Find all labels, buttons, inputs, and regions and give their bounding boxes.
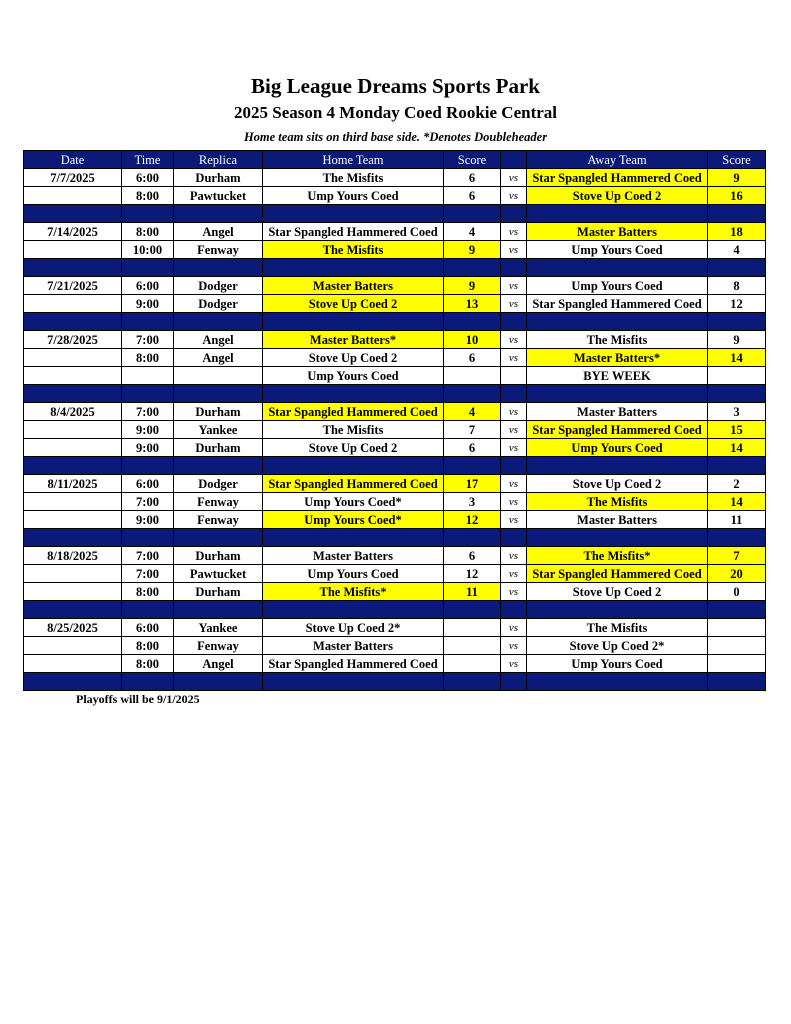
separator-cell: [444, 385, 501, 403]
cell-home-score: 7: [444, 421, 501, 439]
cell-away-team: Master Batters*: [527, 349, 708, 367]
cell-home-team: The Misfits: [263, 241, 444, 259]
cell-home-score: 6: [444, 439, 501, 457]
cell-replica: Durham: [174, 169, 263, 187]
cell-home-team: Ump Yours Coed: [263, 187, 444, 205]
separator-cell: [444, 313, 501, 331]
cell-vs: vs: [501, 493, 527, 511]
schedule-note: Home team sits on third base side. *Denotes Doubleheader: [243, 130, 548, 144]
cell-home-score: [444, 655, 501, 673]
cell-vs: vs: [501, 295, 527, 313]
cell-away-team: The Misfits*: [527, 547, 708, 565]
separator-cell: [501, 457, 527, 475]
cell-vs: vs: [501, 511, 527, 529]
cell-replica: Yankee: [174, 619, 263, 637]
cell-home-score: 13: [444, 295, 501, 313]
cell-date: [24, 421, 122, 439]
week-separator-row: [24, 601, 766, 619]
page-subtitle: 2025 Season 4 Monday Coed Rookie Central: [233, 103, 557, 122]
separator-cell: [263, 259, 444, 277]
separator-cell: [263, 205, 444, 223]
schedule-table: [23, 150, 766, 691]
cell-home-score: 3: [444, 493, 501, 511]
cell-away-team: Stove Up Coed 2: [527, 187, 708, 205]
table-row: [24, 655, 766, 673]
cell-away-score: 18: [708, 223, 766, 241]
cell-time: 9:00: [122, 439, 174, 457]
cell-date: 7/21/2025: [24, 277, 122, 295]
week-separator-row: [24, 457, 766, 475]
cell-away-score: 11: [708, 511, 766, 529]
cell-replica: Durham: [174, 583, 263, 601]
cell-time: 7:00: [122, 493, 174, 511]
cell-vs: vs: [501, 583, 527, 601]
separator-cell: [501, 205, 527, 223]
cell-date: 7/7/2025: [24, 169, 122, 187]
cell-date: 8/25/2025: [24, 619, 122, 637]
header-replica: Replica: [174, 151, 263, 169]
cell-date: [24, 187, 122, 205]
cell-time: 8:00: [122, 187, 174, 205]
cell-away-team: The Misfits: [527, 493, 708, 511]
cell-home-score: [444, 619, 501, 637]
cell-home-score: [444, 637, 501, 655]
separator-cell: [444, 673, 501, 691]
cell-date: [24, 367, 122, 385]
table-row: [24, 421, 766, 439]
separator-cell: [24, 385, 122, 403]
cell-time: 7:00: [122, 565, 174, 583]
separator-cell: [527, 529, 708, 547]
cell-vs: vs: [501, 169, 527, 187]
cell-home-score: 12: [444, 511, 501, 529]
separator-cell: [501, 673, 527, 691]
cell-date: [24, 655, 122, 673]
separator-cell: [263, 457, 444, 475]
cell-home-score: 6: [444, 349, 501, 367]
separator-cell: [263, 385, 444, 403]
cell-home-team: Stove Up Coed 2: [263, 295, 444, 313]
week-separator-row: [24, 259, 766, 277]
separator-cell: [708, 457, 766, 475]
separator-cell: [527, 457, 708, 475]
separator-cell: [444, 529, 501, 547]
cell-home-score: 11: [444, 583, 501, 601]
cell-away-score: 14: [708, 349, 766, 367]
cell-away-score: 14: [708, 493, 766, 511]
separator-cell: [527, 601, 708, 619]
cell-home-team: The Misfits*: [263, 583, 444, 601]
separator-cell: [24, 529, 122, 547]
table-row: [24, 439, 766, 457]
table-row: [24, 583, 766, 601]
separator-cell: [24, 457, 122, 475]
cell-vs: vs: [501, 277, 527, 295]
cell-time: 10:00: [122, 241, 174, 259]
separator-cell: [263, 601, 444, 619]
cell-replica: Dodger: [174, 475, 263, 493]
cell-away-score: 7: [708, 547, 766, 565]
cell-replica: Dodger: [174, 277, 263, 295]
cell-replica: Fenway: [174, 637, 263, 655]
week-separator-row: [24, 313, 766, 331]
cell-away-score: 9: [708, 331, 766, 349]
cell-away-team: Ump Yours Coed: [527, 439, 708, 457]
separator-cell: [174, 313, 263, 331]
cell-date: [24, 637, 122, 655]
cell-away-team: The Misfits: [527, 331, 708, 349]
cell-replica: Angel: [174, 655, 263, 673]
cell-time: 9:00: [122, 511, 174, 529]
cell-away-score: 16: [708, 187, 766, 205]
cell-home-team: Stove Up Coed 2: [263, 349, 444, 367]
cell-time: 8:00: [122, 637, 174, 655]
cell-away-team: Master Batters: [527, 403, 708, 421]
separator-cell: [708, 313, 766, 331]
cell-date: 8/18/2025: [24, 547, 122, 565]
cell-time: 7:00: [122, 331, 174, 349]
cell-date: 8/4/2025: [24, 403, 122, 421]
cell-date: [24, 565, 122, 583]
separator-cell: [708, 205, 766, 223]
cell-vs: vs: [501, 475, 527, 493]
cell-vs: vs: [501, 187, 527, 205]
cell-date: [24, 511, 122, 529]
separator-cell: [24, 313, 122, 331]
cell-away-score: 15: [708, 421, 766, 439]
separator-cell: [263, 313, 444, 331]
header-home-team: Home Team: [263, 151, 444, 169]
separator-cell: [122, 601, 174, 619]
cell-away-score: 9: [708, 169, 766, 187]
separator-cell: [24, 601, 122, 619]
cell-time: 9:00: [122, 295, 174, 313]
week-separator-row: [24, 205, 766, 223]
separator-cell: [708, 601, 766, 619]
cell-replica: Fenway: [174, 241, 263, 259]
separator-cell: [24, 673, 122, 691]
cell-away-team: BYE WEEK: [527, 367, 708, 385]
table-row: [24, 475, 766, 493]
table-row: [24, 403, 766, 421]
cell-away-team: The Misfits: [527, 619, 708, 637]
cell-date: [24, 241, 122, 259]
cell-home-team: Star Spangled Hammered Coed: [263, 655, 444, 673]
separator-cell: [501, 601, 527, 619]
week-separator-row: [24, 385, 766, 403]
cell-vs: vs: [501, 241, 527, 259]
table-row: [24, 511, 766, 529]
separator-cell: [174, 385, 263, 403]
cell-vs: vs: [501, 403, 527, 421]
cell-away-team: Star Spangled Hammered Coed: [527, 421, 708, 439]
cell-date: [24, 583, 122, 601]
cell-away-score: 4: [708, 241, 766, 259]
separator-cell: [263, 673, 444, 691]
cell-away-score: 8: [708, 277, 766, 295]
cell-time: [122, 367, 174, 385]
cell-away-team: Star Spangled Hammered Coed: [527, 295, 708, 313]
cell-vs: vs: [501, 565, 527, 583]
cell-vs: vs: [501, 223, 527, 241]
cell-vs: vs: [501, 349, 527, 367]
cell-home-team: Master Batters: [263, 547, 444, 565]
cell-home-team: Star Spangled Hammered Coed: [263, 475, 444, 493]
schedule-body: [24, 169, 766, 691]
separator-cell: [501, 313, 527, 331]
cell-time: 8:00: [122, 583, 174, 601]
separator-cell: [527, 385, 708, 403]
cell-home-score: 4: [444, 403, 501, 421]
table-row: [24, 367, 766, 385]
page-title: Big League Dreams Sports Park: [251, 74, 540, 98]
separator-cell: [263, 529, 444, 547]
cell-time: 6:00: [122, 619, 174, 637]
cell-away-team: Master Batters: [527, 511, 708, 529]
cell-away-team: Star Spangled Hammered Coed: [527, 169, 708, 187]
cell-date: [24, 493, 122, 511]
separator-cell: [122, 457, 174, 475]
separator-cell: [708, 259, 766, 277]
cell-date: [24, 439, 122, 457]
cell-replica: Fenway: [174, 511, 263, 529]
cell-date: 7/28/2025: [24, 331, 122, 349]
separator-cell: [527, 205, 708, 223]
table-row: [24, 277, 766, 295]
cell-home-team: Ump Yours Coed: [263, 565, 444, 583]
separator-cell: [174, 205, 263, 223]
cell-time: 8:00: [122, 223, 174, 241]
separator-cell: [24, 205, 122, 223]
cell-away-score: 3: [708, 403, 766, 421]
cell-vs: vs: [501, 331, 527, 349]
separator-cell: [122, 673, 174, 691]
cell-replica: Angel: [174, 223, 263, 241]
separator-cell: [174, 259, 263, 277]
cell-away-score: 2: [708, 475, 766, 493]
cell-home-team: Stove Up Coed 2*: [263, 619, 444, 637]
cell-home-score: 9: [444, 277, 501, 295]
table-row: [24, 637, 766, 655]
cell-time: 7:00: [122, 547, 174, 565]
header-away-team: Away Team: [527, 151, 708, 169]
cell-home-score: 6: [444, 547, 501, 565]
separator-cell: [122, 259, 174, 277]
cell-time: 7:00: [122, 403, 174, 421]
separator-cell: [122, 205, 174, 223]
separator-cell: [444, 259, 501, 277]
separator-cell: [174, 457, 263, 475]
separator-cell: [24, 259, 122, 277]
cell-away-score: [708, 367, 766, 385]
table-row: [24, 241, 766, 259]
separator-cell: [527, 313, 708, 331]
separator-cell: [708, 673, 766, 691]
table-row: [24, 223, 766, 241]
separator-cell: [122, 313, 174, 331]
cell-away-team: Stove Up Coed 2*: [527, 637, 708, 655]
table-row: [24, 493, 766, 511]
cell-away-team: Master Batters: [527, 223, 708, 241]
separator-cell: [501, 529, 527, 547]
cell-vs: vs: [501, 655, 527, 673]
cell-away-team: Ump Yours Coed: [527, 655, 708, 673]
cell-away-score: [708, 619, 766, 637]
week-separator-row: [24, 673, 766, 691]
cell-home-score: 6: [444, 187, 501, 205]
cell-away-score: 20: [708, 565, 766, 583]
separator-cell: [122, 529, 174, 547]
cell-away-score: 0: [708, 583, 766, 601]
separator-cell: [501, 385, 527, 403]
separator-cell: [708, 385, 766, 403]
cell-time: 8:00: [122, 349, 174, 367]
cell-home-score: 12: [444, 565, 501, 583]
cell-replica: Fenway: [174, 493, 263, 511]
cell-home-score: [444, 367, 501, 385]
cell-away-team: Ump Yours Coed: [527, 241, 708, 259]
table-row: [24, 295, 766, 313]
cell-home-team: Ump Yours Coed*: [263, 493, 444, 511]
cell-time: 6:00: [122, 169, 174, 187]
cell-home-team: Ump Yours Coed*: [263, 511, 444, 529]
cell-vs: vs: [501, 619, 527, 637]
cell-home-team: Master Batters: [263, 637, 444, 655]
cell-away-team: Stove Up Coed 2: [527, 583, 708, 601]
separator-cell: [708, 529, 766, 547]
cell-home-team: The Misfits: [263, 421, 444, 439]
header-away-score: Score: [708, 151, 766, 169]
cell-home-team: Star Spangled Hammered Coed: [263, 403, 444, 421]
header-time: Time: [122, 151, 174, 169]
cell-home-score: 10: [444, 331, 501, 349]
cell-away-score: 14: [708, 439, 766, 457]
cell-home-team: Ump Yours Coed: [263, 367, 444, 385]
cell-replica: Durham: [174, 403, 263, 421]
cell-home-score: 17: [444, 475, 501, 493]
separator-cell: [501, 259, 527, 277]
cell-vs: vs: [501, 547, 527, 565]
cell-home-team: Master Batters*: [263, 331, 444, 349]
cell-away-score: 12: [708, 295, 766, 313]
cell-home-team: Stove Up Coed 2: [263, 439, 444, 457]
separator-cell: [527, 673, 708, 691]
cell-away-team: Star Spangled Hammered Coed: [527, 565, 708, 583]
cell-home-team: Master Batters: [263, 277, 444, 295]
cell-away-team: Stove Up Coed 2: [527, 475, 708, 493]
cell-replica: Pawtucket: [174, 187, 263, 205]
cell-time: 6:00: [122, 475, 174, 493]
cell-replica: Dodger: [174, 295, 263, 313]
header-home-score: Score: [444, 151, 501, 169]
separator-cell: [527, 259, 708, 277]
playoffs-note: Playoffs will be 9/1/2025: [76, 692, 200, 706]
cell-vs: vs: [501, 637, 527, 655]
table-row: [24, 331, 766, 349]
separator-cell: [174, 673, 263, 691]
cell-replica: Pawtucket: [174, 565, 263, 583]
cell-vs: [501, 367, 527, 385]
table-row: [24, 187, 766, 205]
separator-cell: [444, 457, 501, 475]
cell-home-team: The Misfits: [263, 169, 444, 187]
cell-time: 6:00: [122, 277, 174, 295]
week-separator-row: [24, 529, 766, 547]
cell-home-team: Star Spangled Hammered Coed: [263, 223, 444, 241]
table-row: [24, 619, 766, 637]
cell-away-score: [708, 637, 766, 655]
cell-date: 7/14/2025: [24, 223, 122, 241]
header-date: Date: [24, 151, 122, 169]
cell-replica: [174, 367, 263, 385]
cell-replica: Durham: [174, 439, 263, 457]
separator-cell: [174, 529, 263, 547]
header-row: [24, 151, 766, 169]
cell-home-score: 4: [444, 223, 501, 241]
separator-cell: [174, 601, 263, 619]
cell-replica: Durham: [174, 547, 263, 565]
cell-replica: Angel: [174, 349, 263, 367]
cell-date: [24, 295, 122, 313]
cell-away-score: [708, 655, 766, 673]
separator-cell: [444, 205, 501, 223]
header-vs: [501, 151, 527, 169]
cell-vs: vs: [501, 439, 527, 457]
cell-vs: vs: [501, 421, 527, 439]
cell-home-score: 9: [444, 241, 501, 259]
table-row: [24, 169, 766, 187]
cell-replica: Angel: [174, 331, 263, 349]
cell-time: 8:00: [122, 655, 174, 673]
cell-home-score: 6: [444, 169, 501, 187]
separator-cell: [122, 385, 174, 403]
cell-date: [24, 349, 122, 367]
cell-time: 9:00: [122, 421, 174, 439]
table-row: [24, 565, 766, 583]
table-row: [24, 547, 766, 565]
cell-date: 8/11/2025: [24, 475, 122, 493]
separator-cell: [444, 601, 501, 619]
cell-replica: Yankee: [174, 421, 263, 439]
cell-away-team: Ump Yours Coed: [527, 277, 708, 295]
table-row: [24, 349, 766, 367]
